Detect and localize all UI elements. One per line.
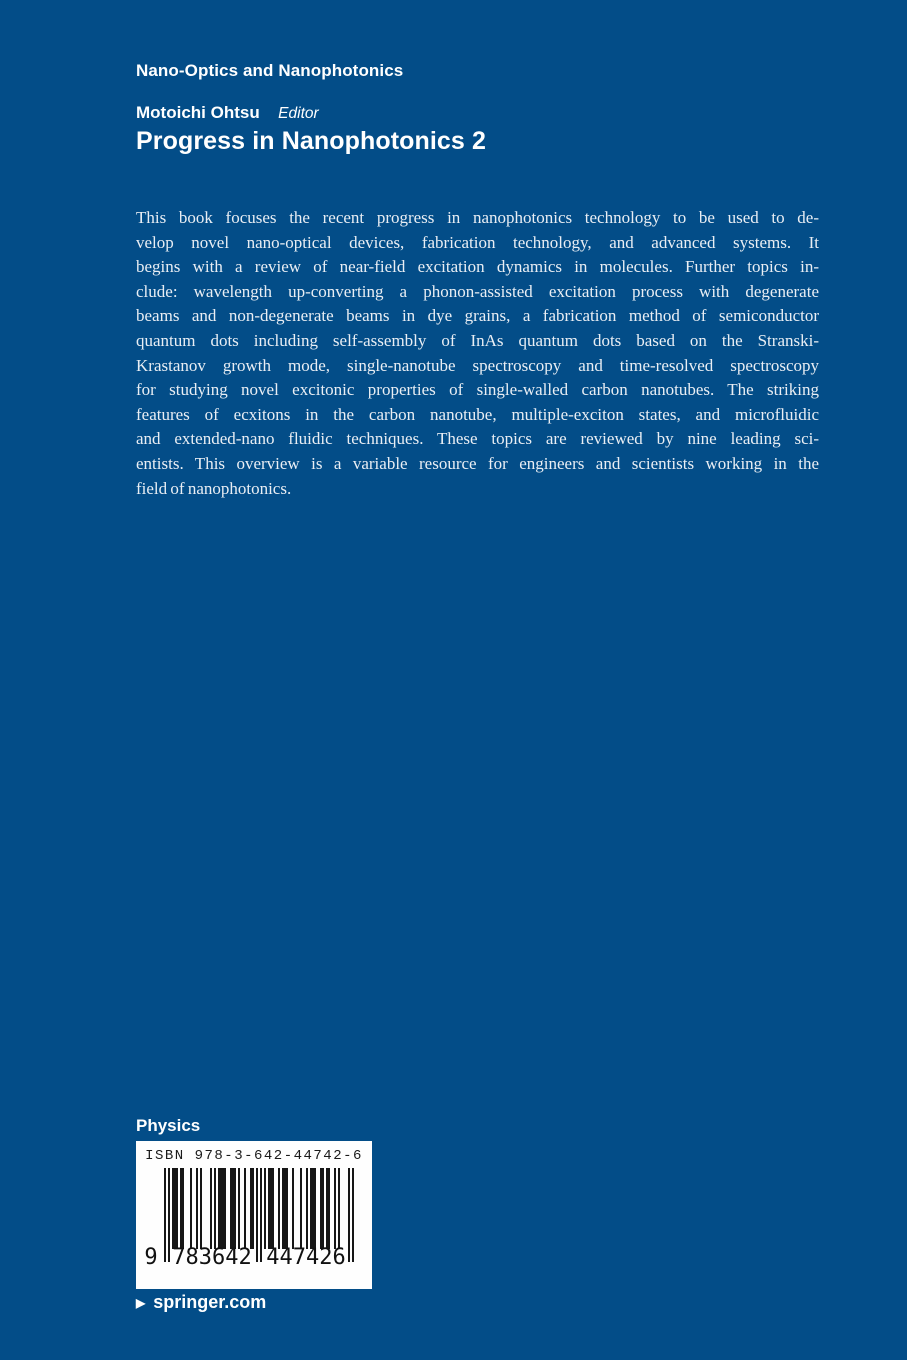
description-line: for studying novel excitonic properties of single-walled carbon nanotubes. The striking [136,380,819,400]
barcode-bar [252,1168,254,1249]
barcode-bar [314,1168,316,1249]
barcode-bar [322,1168,324,1249]
description-line: features of ecxitons in the carbon nanotube, multiple-exciton states, and microfluidic [136,404,819,424]
ean-first-digit: 9 [144,1245,158,1270]
play-arrow-icon: ▶ [136,1295,146,1310]
isbn-barcode-panel [136,1141,372,1289]
editor-name: Motoichi Ohtsu [136,103,260,122]
barcode-bar [176,1168,178,1249]
barcode-bar [292,1168,294,1249]
publisher-url: springer.com [153,1292,267,1312]
barcode-bar [238,1168,240,1249]
description-line: entists. This overview is a variable resource for engineers and scientists working in the [136,453,819,473]
description-line: clude: wavelength up-converting a phonon-assisted excitation process with degenerate [136,281,819,301]
description-line: field of nanophotonics. [136,478,292,498]
ean-left-group: 783642 [172,1245,252,1270]
description-line: This book focuses the recent progress in nanophotonics technology to be used to de- [136,208,819,227]
description-line: and extended-nano fluidic techniques. These topics are reviewed by nine leading sci- [136,429,819,449]
barcode-bar [300,1168,302,1249]
barcode-bar [182,1168,184,1249]
publisher-link [136,1292,266,1313]
editor-role-label: Editor [278,105,319,122]
book-title: Progress in Nanophotonics 2 [136,127,486,155]
ean-digits-row [136,1245,372,1275]
barcode-bar [306,1168,308,1249]
barcode-bar [210,1168,212,1249]
description-line: quantum dots including self-assembly of InAs quantum dots based on the Stranski- [136,330,819,350]
series-title: Nano-Optics and Nanophotonics [136,61,404,80]
barcode-bar [214,1168,216,1249]
description-line: velop novel nano-optical devices, fabrication technology, and advanced systems. It [136,232,819,252]
barcode-bar [234,1168,236,1249]
barcode-bar [338,1168,340,1249]
barcode-bar [224,1168,226,1249]
barcode-bar [264,1168,266,1249]
barcode-bar [244,1168,246,1249]
barcode-bar [190,1168,192,1249]
barcode-bar [196,1168,198,1249]
barcode-bar [286,1168,288,1249]
description-line: begins with a review of near-field excitation dynamics in molecules. Further topics in- [136,257,819,277]
isbn-label: ISBN 978-3-642-44742-6 [145,1148,363,1164]
editor-line [136,103,319,123]
barcode-bar [200,1168,202,1249]
description-line: beams and non-degenerate beams in dye grains, a fabrication method of semiconductor [136,306,819,326]
subject-category: Physics [136,1116,201,1135]
barcode-bar [278,1168,280,1249]
barcode-bar [334,1168,336,1249]
ean-right-group: 447426 [266,1245,346,1270]
barcode-bar [272,1168,274,1249]
description-line: Krastanov growth mode, single-nanotube spectroscopy and time-resolved spectroscopy [136,355,819,375]
barcode-bar [328,1168,330,1249]
book-description [136,206,819,501]
